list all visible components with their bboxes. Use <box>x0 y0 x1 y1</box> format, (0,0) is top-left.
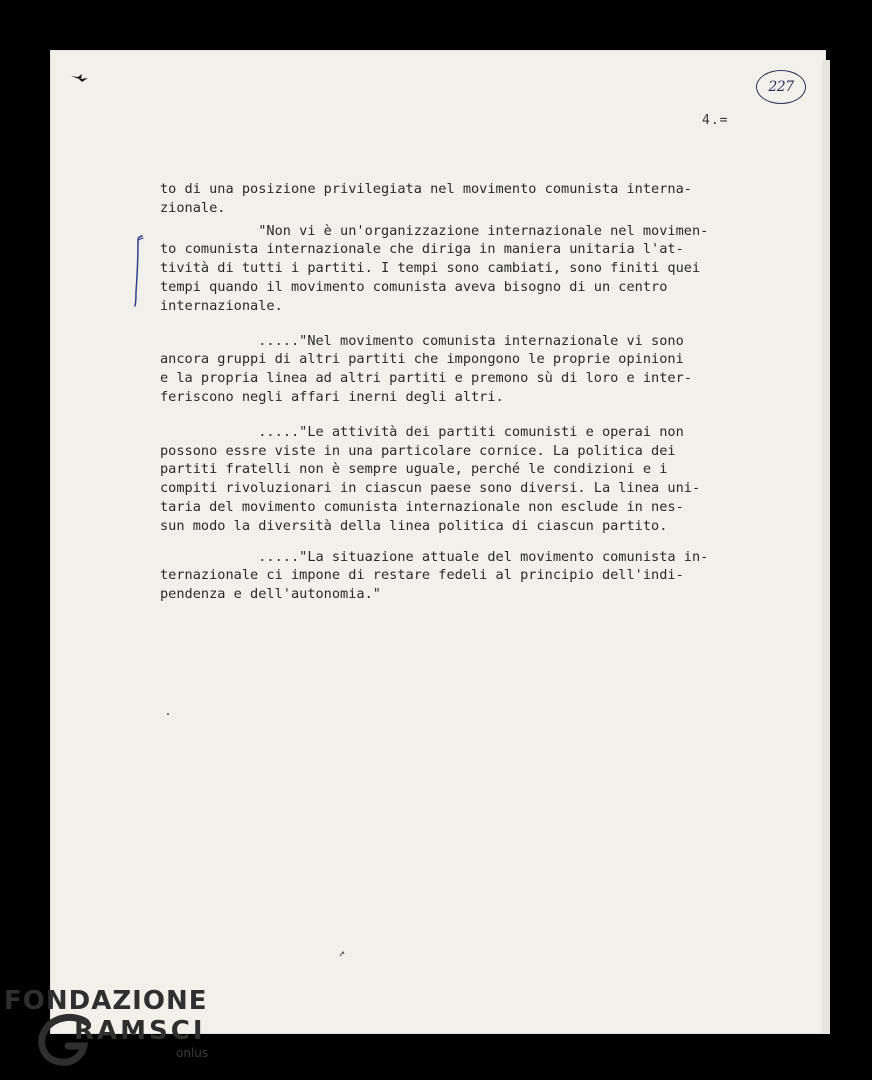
folio-stamp <box>756 70 806 104</box>
logo-text-line2: RAMSCI <box>74 1016 206 1046</box>
folio-number: 227 <box>768 79 794 95</box>
paper-speck <box>338 950 346 958</box>
text-line: tempi quando il movimento comunista aveva bisogno di un centro <box>160 278 668 295</box>
margin-pencil-mark <box>132 234 146 308</box>
text-line: internazionale. <box>160 297 283 314</box>
text-line: ....."La situazione attuale del movimento comunista in- <box>160 548 709 565</box>
text-line: sun modo la diversità della linea politica di ciascun partito. <box>160 517 668 534</box>
paragraph <box>160 423 775 536</box>
paragraph <box>160 222 775 316</box>
text-line: to comunista internazionale che diriga in maniera unitaria l'at- <box>160 241 684 258</box>
logo-tagline: onlus <box>176 1046 209 1060</box>
text-line: ternazionale ci impone di restare fedeli al principio dell'indi- <box>160 567 684 584</box>
paragraph <box>160 332 775 407</box>
paper-speck <box>166 712 171 717</box>
text-line: pendenza e dell'autonomia." <box>160 586 381 603</box>
text-line: e la propria linea ad altri partiti e premono sù di loro e inter- <box>160 370 692 387</box>
text-line: ancora gruppi di altri partiti che impongono le proprie opinioni <box>160 351 684 368</box>
text-line: possono essre viste in una particolare cornice. La politica dei <box>160 442 676 459</box>
text-line: to di una posizione privilegiata nel movimento comunista interna- <box>160 181 692 197</box>
watermark-logo <box>4 986 244 1076</box>
paragraph <box>160 548 775 604</box>
text-line: feriscono negli affari inerni degli altri. <box>160 388 504 405</box>
paper-edge <box>822 60 830 1034</box>
text-line: ....."Le attività dei partiti comunisti e operai non <box>160 423 684 440</box>
page-number: 4.= <box>702 113 729 128</box>
text-line: ....."Nel movimento comunista internazionale vi sono <box>160 332 684 349</box>
logo-text-line1: FONDAZIONE <box>4 986 208 1016</box>
text-line: compiti rivoluzionari in ciascun paese sono diversi. La linea uni- <box>160 480 701 497</box>
ink-mark <box>70 72 90 84</box>
text-line: zionale. <box>160 199 226 216</box>
text-line: taria del movimento comunista internazionale non esclude in nes- <box>160 498 684 515</box>
text-line: tività di tutti i partiti. I tempi sono cambiati, sono finiti quei <box>160 260 701 277</box>
paragraph <box>160 180 775 218</box>
text-line: "Non vi è un'organizzazione internazionale nel movimen- <box>160 222 709 239</box>
text-line: partiti fratelli non è sempre uguale, perché le condizioni e i <box>160 461 668 478</box>
typed-text <box>160 180 775 604</box>
